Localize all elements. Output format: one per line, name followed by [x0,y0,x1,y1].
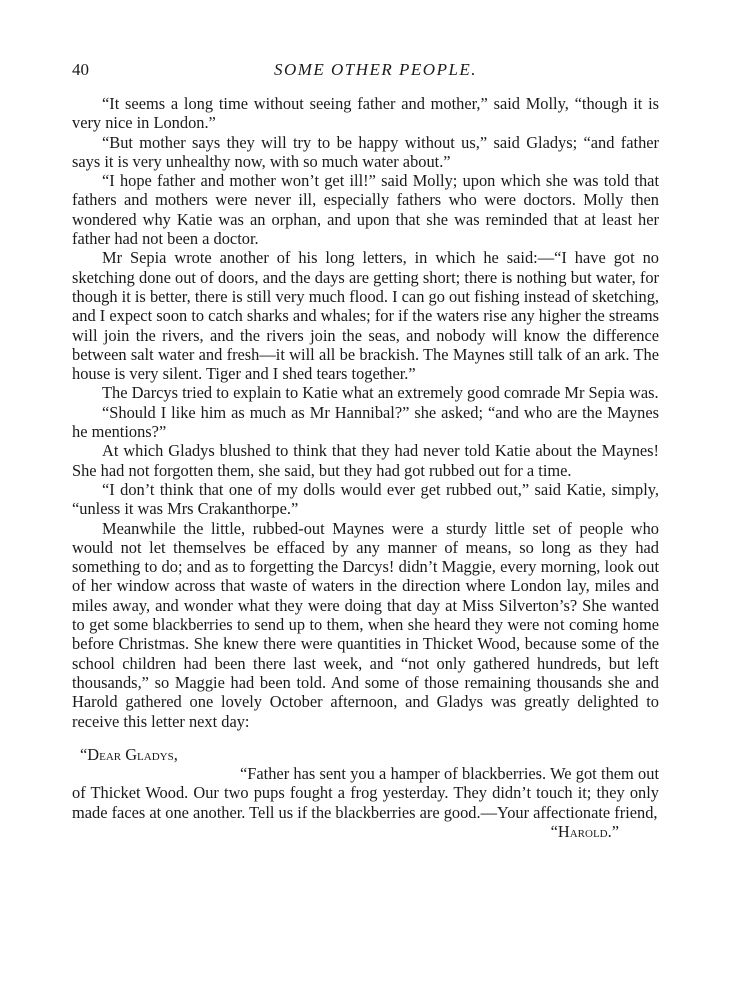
paragraph: “But mother says they will try to be happy without us,” said Gladys; “and father says it is very unhealthy now, with so much water about.” [72,132,659,171]
paragraph: “I hope father and mother won’t get ill!” said Molly; upon which she was told that fathers and mothers were never ill, especially fathers who were doctors. Molly then wondered why Katie was an orphan, and upon that she was reminded that at least her father had not been a doctor. [72,171,659,249]
paragraph: The Darcys tried to explain to Katie what an extremely good comrade Mr Sepia was. [102,383,659,403]
running-head: 40 SOME OTHER PEOPLE. [72,60,659,90]
paragraph: Meanwhile the little, rubbed-out Maynes were a sturdy little set of people who would not let themselves be effaced by any manner of means, so long as they had something to do; and as to forgetting the Darcys! didn’t Maggie, every morning, look out of her window across that waste of waters in the direction where London lay, miles and miles away, and wonder what they were doing that day at Miss Silverton’s? She wanted to get some blackberries to send up to them, when she heard they were not coming home before Christmas. She knew there were quantities in Thicket Wood, because some of the school children had been there last week, and “not only gathered hundreds, but left thousands,” so Maggie had been told. And some of those remaining thousands she and Harold gathered one lovely October afternoon, and Gladys was greatly delighted to receive this letter next day: [72,518,659,731]
letter-body: “Father has sent you a hamper of blackberries. We got them out of Thicket Wood. Our two pups fought a frog yesterday. They didn’t touch it; they only made faces at one another. Tell us if the blackberries are good.—Your affectionate friend, [72,764,659,822]
running-title: SOME OTHER PEOPLE. [273,60,478,79]
letter-signoff [72,822,659,841]
letter-salutation: “Dear Gladys, [80,744,178,764]
paragraph: “I don’t think that one of my dolls would ever get rubbed out,” said Katie, simply, “unless it was Mrs Crakanthorpe.” [72,479,659,519]
paragraph: “It seems a long time without seeing father and mother,” said Molly, “though it is very nice in London.” [72,94,659,133]
letter [72,745,659,841]
body-text [72,94,659,731]
paragraph: At which Gladys blushed to think that they had never told Katie about the Maynes! She had not forgotten them, she said, but they had got rubbed out for a time. [72,441,659,480]
paragraph: Mr Sepia wrote another of his long letters, in which he said:—“I have got no sketching done out of doors, and the days are getting short; there is nothing but water, for though it is better, there is still very much flood. I can go out fishing instead of sketching, and I expect soon to catch sharks and whales; for if the waters rise any higher the streams will join the rivers, and the rivers join the seas, and nobody will know the difference between salt water and fresh—it will all be brackish. The Maynes still talk of an ark. The house is very silent. Tiger and I shed tears together.” [72,248,659,384]
letter-signature: “Harold.” [550,821,619,841]
paragraph: “Should I like him as much as Mr Hannibal?” she asked; “and who are the Maynes he mentions?” [72,402,659,442]
